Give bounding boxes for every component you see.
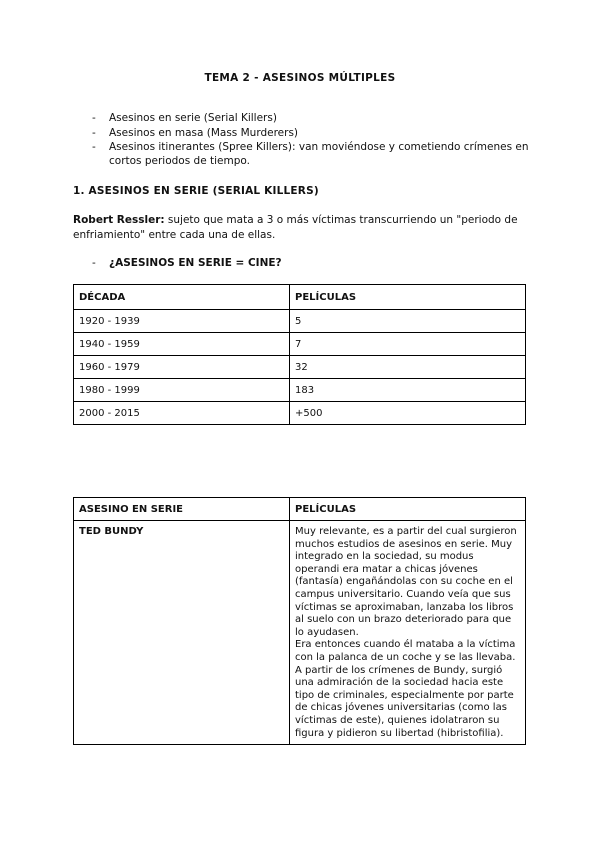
- section-heading: 1. ASESINOS EN SERIE (SERIAL KILLERS): [73, 185, 319, 197]
- killers-table: [73, 497, 526, 745]
- films-cell: +500: [290, 402, 526, 425]
- intro-list: [92, 112, 532, 169]
- column-header: DÉCADA: [74, 285, 290, 310]
- table-row: [74, 356, 526, 379]
- decades-table: [73, 284, 526, 425]
- list-item: - Asesinos en serie (Serial Killers): [92, 112, 532, 126]
- table-row: [74, 521, 526, 745]
- table-row: [74, 310, 526, 333]
- films-cell: 7: [290, 333, 526, 356]
- films-cell: 5: [290, 310, 526, 333]
- subheading: - ¿ASESINOS EN SERIE = CINE?: [92, 257, 282, 269]
- table-header-row: [74, 498, 526, 521]
- column-header: ASESINO EN SERIE: [74, 498, 290, 521]
- decade-cell: 1940 - 1959: [74, 333, 290, 356]
- column-header: PELÍCULAS: [290, 498, 526, 521]
- table-row: [74, 333, 526, 356]
- films-cell: 32: [290, 356, 526, 379]
- decade-cell: 2000 - 2015: [74, 402, 290, 425]
- table-row: [74, 402, 526, 425]
- column-header: PELÍCULAS: [290, 285, 526, 310]
- description-paragraph: Muy relevante, es a partir del cual surgieron muchos estudios de asesinos en serie. Muy integrado en la sociedad, su modus operandi era matar a chicas jóvenes (fantasía) engañándolas con su coche en el campus universitario. Cuando veía que sus víctimas se aproximaban, lanzaba los libros al suelo con un brazo deteriorado para que lo ayudasen.: [295, 526, 517, 638]
- films-cell: 183: [290, 379, 526, 402]
- killer-description-cell: [290, 521, 526, 745]
- list-item: - Asesinos en masa (Mass Murderers): [92, 127, 532, 141]
- definition-author: Robert Ressler:: [73, 214, 165, 226]
- decade-cell: 1920 - 1939: [74, 310, 290, 333]
- killer-name-cell: TED BUNDY: [74, 521, 290, 745]
- description-paragraph: Era entonces cuando él mataba a la víctima con la palanca de un coche y se las llevaba. A partir de los crímenes de Bundy, surgió una admiración de la sociedad hacia este tipo de criminales, especialmente por parte de chicas jóvenes universitarias (como las víctimas de este), quienes idolatraron su figura y pidieron su libertad (hibristofilia).: [295, 639, 516, 739]
- subheading-text: ¿ASESINOS EN SERIE = CINE?: [109, 257, 282, 269]
- definition-text: sujeto que mata a 3 o más víctimas transcurriendo un "periodo de enfriamiento" entre cada una de ellas.: [73, 214, 518, 241]
- table-row: [74, 379, 526, 402]
- decade-cell: 1960 - 1979: [74, 356, 290, 379]
- document-title: TEMA 2 - ASESINOS MÚLTIPLES: [204, 72, 396, 84]
- decade-cell: 1980 - 1999: [74, 379, 290, 402]
- table-header-row: [74, 285, 526, 310]
- definition-paragraph: [73, 213, 533, 243]
- list-item: - Asesinos itinerantes (Spree Killers): van moviéndose y cometiendo crímenes en cortos periodos de tiempo.: [92, 141, 532, 168]
